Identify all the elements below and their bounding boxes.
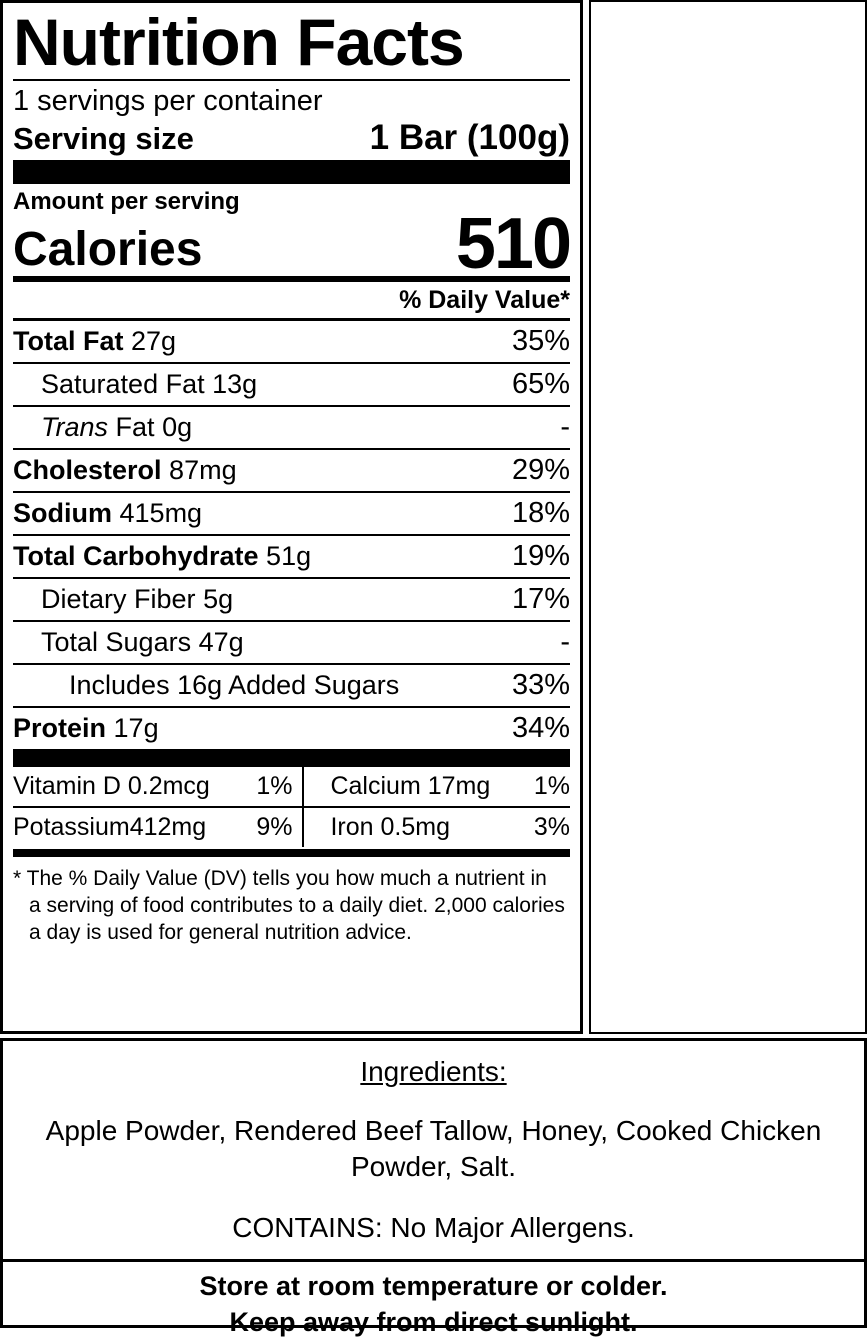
nutrient-name: Cholesterol <box>13 455 162 485</box>
nutrient-dv: 34% <box>450 707 570 749</box>
nutrient-dv: 18% <box>450 492 570 535</box>
nutrient-total-fat <box>13 320 450 364</box>
nutrient-total-sugars <box>13 621 450 664</box>
vitamins-table <box>13 767 570 847</box>
nutrient-amount: 17g <box>113 713 159 743</box>
vitamins-column-divider <box>303 767 318 807</box>
servings-per-container: 1 servings per container <box>13 85 323 117</box>
nutrient-name: Total Sugars <box>41 627 192 657</box>
nutrient-name: Total Fat <box>13 326 124 356</box>
ingredients-text: Apple Powder, Rendered Beef Tallow, Honey, Cooked Chicken Powder, Salt. <box>45 1115 822 1182</box>
iron-name: Iron 0.5mg <box>318 807 510 847</box>
nutrient-sodium <box>13 492 450 535</box>
divider-thick-vitamins <box>13 749 570 767</box>
nutrient-name: Dietary Fiber <box>41 584 196 614</box>
table-row <box>13 449 570 492</box>
nutrient-name: Total Carbohydrate <box>13 541 259 571</box>
table-row <box>13 320 570 364</box>
nutrient-amount: 13g <box>212 369 258 399</box>
potassium-row <box>13 807 232 847</box>
nutrient-amount: 51g <box>266 541 312 571</box>
potassium-name: Potassium <box>13 813 130 841</box>
nutrient-amount: 27g <box>131 326 177 356</box>
nutrient-name: Sodium <box>13 498 112 528</box>
serving-size-row <box>13 119 570 160</box>
nutrient-dv: 17% <box>450 578 570 621</box>
nutrient-name: Trans <box>41 412 109 442</box>
footnote-line-3: a day is used for general nutrition advice. <box>29 921 412 944</box>
table-row <box>13 621 570 664</box>
serving-size-label: Serving size <box>13 121 194 156</box>
table-row <box>13 406 570 449</box>
storage-line-2: Keep away from direct sunlight. <box>229 1307 638 1337</box>
table-row <box>13 767 570 807</box>
storage-line-1: Store at room temperature or colder. <box>199 1271 668 1301</box>
page-title: Nutrition Facts <box>13 5 464 79</box>
footnote-line-2: a serving of food contributes to a daily diet. 2,000 calories <box>29 894 565 917</box>
nutrient-amount: 47g <box>198 627 244 657</box>
divider-thick-top <box>13 160 570 184</box>
table-row <box>13 707 570 749</box>
nutrient-amount: 87mg <box>169 455 237 485</box>
nutrient-total-carbohydrate <box>13 535 450 578</box>
nutrients-table <box>13 318 570 749</box>
daily-value-footnote <box>13 849 570 946</box>
nutrient-name: Protein <box>13 713 107 743</box>
serving-size-value: 1 Bar (100g) <box>369 118 570 157</box>
vitamin-d-dv: 1% <box>256 772 293 800</box>
blank-side-panel <box>589 0 867 1034</box>
nutrient-dv: 29% <box>450 449 570 492</box>
nutrient-dv: 35% <box>450 320 570 364</box>
ingredients-heading: Ingredients: <box>360 1056 507 1087</box>
amount-per-serving-label: Amount per serving <box>13 188 240 215</box>
calories-value: 510 <box>455 204 570 284</box>
nutrient-dv: 19% <box>450 535 570 578</box>
nutrient-added-sugars: Includes 16g Added Sugars <box>13 664 450 707</box>
nutrient-name: Saturated Fat <box>41 369 205 399</box>
vitamins-column-divider <box>303 807 318 847</box>
nutrient-amount: 415mg <box>119 498 203 528</box>
calcium-name: Calcium 17mg <box>330 772 491 800</box>
calories-row <box>13 204 570 284</box>
table-row <box>13 578 570 621</box>
nutrient-dv: - <box>450 621 570 664</box>
nutrient-amount: 0g <box>162 412 193 442</box>
footnote-line-1: * The % Daily Value (DV) tells you how much a nutrient in <box>13 867 547 890</box>
table-row <box>13 492 570 535</box>
calories-label: Calories <box>13 223 203 276</box>
table-row <box>13 535 570 578</box>
nutrient-dietary-fiber <box>13 578 450 621</box>
nutrient-dv: - <box>450 406 570 449</box>
storage-instructions <box>3 1259 864 1340</box>
nutrient-saturated-fat <box>13 363 450 406</box>
table-row <box>13 664 570 707</box>
vitamin-d-name: Vitamin D 0.2mcg <box>13 772 210 800</box>
iron-dv: 3% <box>510 807 570 847</box>
ingredients-panel <box>0 1038 867 1337</box>
nutrient-amount: 5g <box>203 584 234 614</box>
nutrient-protein <box>13 707 450 749</box>
nutrient-trans-fat <box>13 406 450 449</box>
allergen-statement: CONTAINS: No Major Allergens. <box>232 1212 635 1243</box>
nutrient-dv: 33% <box>450 664 570 707</box>
table-row <box>13 807 570 847</box>
nutrient-name-suffix: Fat <box>115 412 155 442</box>
daily-value-header: % Daily Value* <box>399 286 570 314</box>
calcium-dv: 1% <box>533 772 570 800</box>
potassium-amount: 412mg <box>129 813 207 841</box>
nutrient-dv: 65% <box>450 363 570 406</box>
table-row <box>13 363 570 406</box>
potassium-dv: 9% <box>232 807 303 847</box>
nutrient-cholesterol <box>13 449 450 492</box>
